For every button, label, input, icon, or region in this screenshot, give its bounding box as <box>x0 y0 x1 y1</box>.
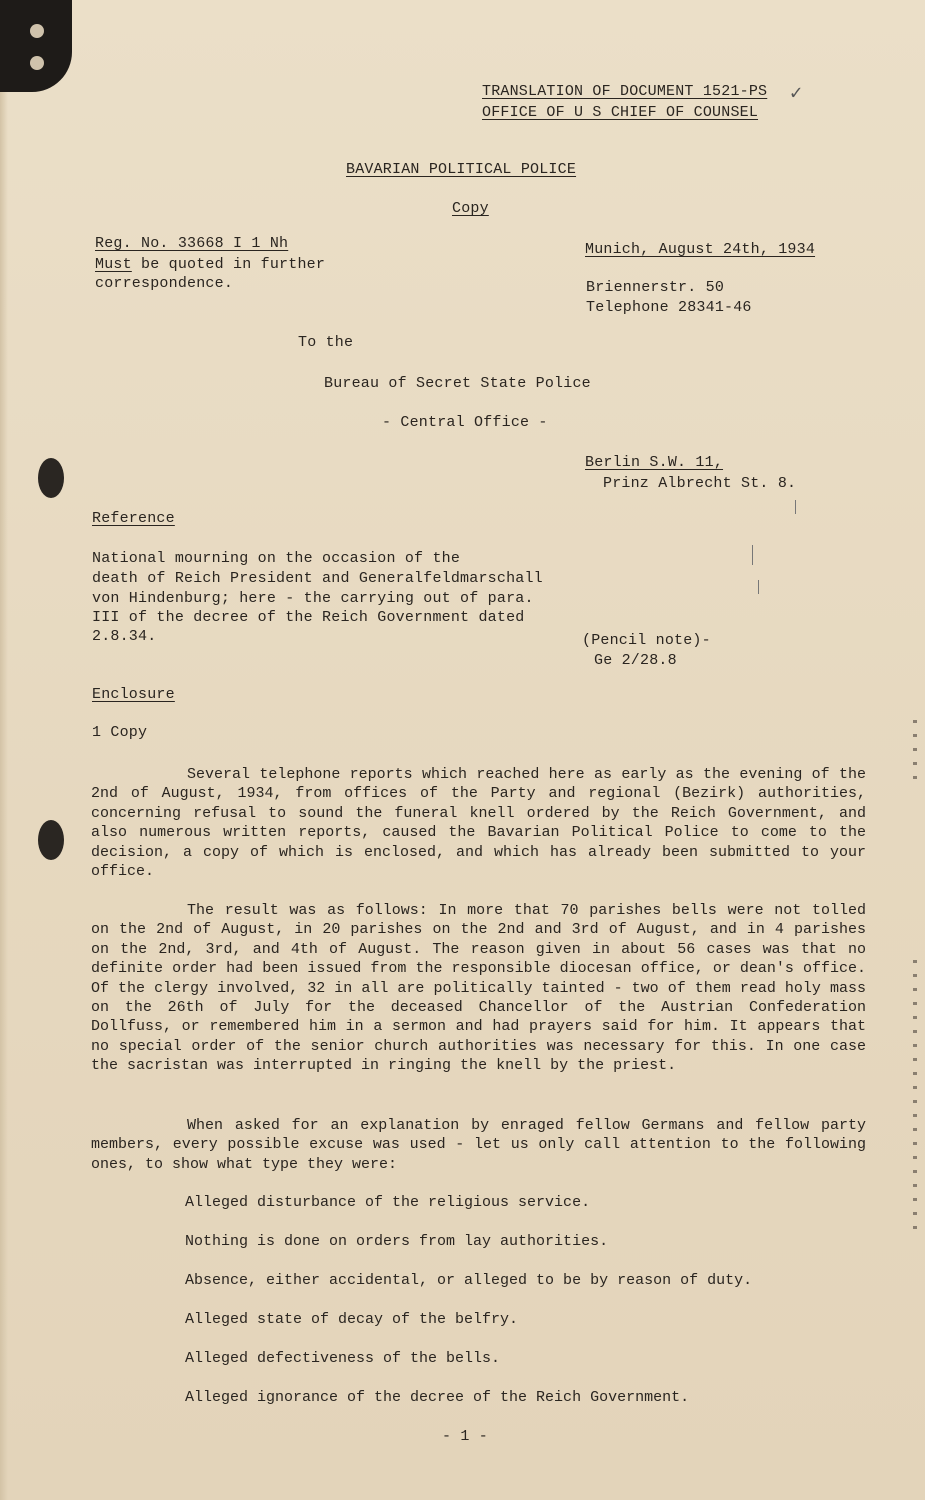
reference-line: death of Reich President and Generalfeldmarschall <box>92 570 543 587</box>
excuse-item: Alleged ignorance of the decree of the Reich Government. <box>185 1389 690 1406</box>
enclosure-heading: Enclosure <box>92 686 175 703</box>
binder-hole <box>30 24 44 38</box>
body-paragraph: Several telephone reports which reached here as early as the evening of the 2nd of August, 1934, from offices of the Party and regional (Bezirk) authorities, concerning refusal to sound the funeral knell ordered by the Reich Government, and also numerous written reports, caused the Bavarian Political Police to come to the decision, a copy of which is enclosed, and which has already been submitted to your office. <box>91 766 866 881</box>
reference-line: 2.8.34. <box>92 628 157 645</box>
pencil-note-label: (Pencil note)- <box>582 632 711 649</box>
excuse-item: Absence, either accidental, or alleged to be by reason of duty. <box>185 1272 753 1289</box>
binder-hole <box>30 56 44 70</box>
enclosure-item: 1 Copy <box>92 724 148 741</box>
reg-number: Reg. No. 33668 I 1 Nh <box>95 235 289 252</box>
page-title: BAVARIAN POLITICAL POLICE <box>346 161 577 178</box>
recipient-city: Berlin S.W. 11, <box>585 454 724 471</box>
recipient-to: To the <box>298 334 354 351</box>
recipient-street: Prinz Albrecht St. 8. <box>603 475 797 492</box>
reference-line: von Hindenburg; here - the carrying out of para. <box>92 590 534 607</box>
office-line: OFFICE OF U S CHIEF OF COUNSEL <box>482 104 759 121</box>
reference-line: National mourning on the occasion of the <box>92 550 461 567</box>
recipient-office: - Central Office - <box>382 414 548 431</box>
check-icon: ✓ <box>790 83 803 106</box>
margin-marks <box>913 720 917 780</box>
body-paragraph: When asked for an explanation by enraged fellow Germans and fellow party members, every possible excuse was used - let us only call attention to the following ones, to show what type they were: <box>91 1117 866 1173</box>
reference-heading: Reference <box>92 510 175 527</box>
place-date: Munich, August 24th, 1934 <box>585 241 816 258</box>
punch-hole-bottom <box>38 820 64 860</box>
reg-instruction-line2: correspondence. <box>95 275 234 292</box>
torn-corner <box>0 0 72 92</box>
sender-telephone: Telephone 28341-46 <box>586 299 752 316</box>
reference-line: III of the decree of the Reich Government dated <box>92 609 525 626</box>
margin-marks <box>913 960 917 1240</box>
must-rest: be quoted in further <box>131 256 326 273</box>
punch-hole-top <box>38 458 64 498</box>
excuse-item: Alleged defectiveness of the bells. <box>185 1350 501 1367</box>
recipient-bureau: Bureau of Secret State Police <box>324 375 591 392</box>
copy-label: Copy <box>452 200 489 217</box>
sender-street: Briennerstr. 50 <box>586 279 725 296</box>
must-word: Must <box>95 256 132 273</box>
pencil-mark <box>752 545 753 565</box>
pencil-mark <box>758 580 759 594</box>
body-paragraph: The result was as follows: In more that 70 parishes bells were not tolled on the 2nd of August, in 20 parishes on the 2nd and 3rd of August, and in 4 parishes on the 2nd, 3rd, and 4th of August. The reason given in about 56 cases was that no definite order had been issued from the responsible diocesan office, or dean's office. Of the clergy involved, 32 in all are politically tainted - two of them read holy mass on the 26th of July for the deceased Chancellor of the Austrian Confederation Dollfuss, or remembered him in a sermon and had prayers said for him. It appears that no special order of the senior church authorities was necessary for this. In one case the sacristan was interrupted in ringing the knell by the priest. <box>91 902 866 1075</box>
excuse-item: Alleged state of decay of the belfry. <box>185 1311 519 1328</box>
reg-instruction <box>95 255 325 274</box>
paper-edge <box>0 0 8 1500</box>
pencil-mark <box>795 500 796 514</box>
pencil-note-value: Ge 2/28.8 <box>594 652 677 669</box>
translation-line: TRANSLATION OF DOCUMENT 1521-PS <box>482 83 768 100</box>
page-number: - 1 - <box>442 1428 489 1445</box>
excuse-item: Nothing is done on orders from lay authorities. <box>185 1233 609 1250</box>
excuse-item: Alleged disturbance of the religious service. <box>185 1194 591 1211</box>
